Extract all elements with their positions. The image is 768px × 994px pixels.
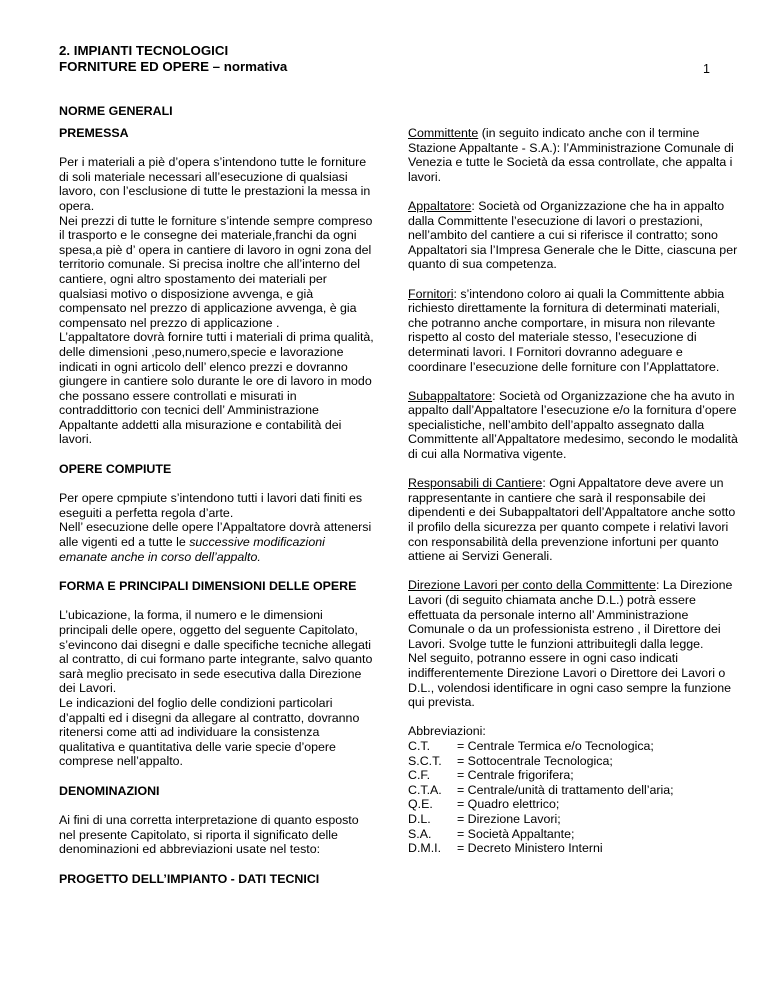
heading-opere-compiute: OPERE COMPIUTE bbox=[59, 462, 172, 477]
def-fornitori bbox=[408, 287, 738, 375]
abbreviation-key: C.F. bbox=[408, 768, 431, 783]
abbreviation-key: Q.E. bbox=[408, 797, 433, 812]
abbreviation-value: = Sottocentrale Tecnologica; bbox=[457, 753, 613, 768]
def-committente-text: (in seguito indicato anche con il termine Stazione Appaltante - S.A.): l’Amministrazione Comunale di Venezia e tutte le Società da essa controllate, che appalta i lavori. bbox=[408, 126, 734, 184]
def-appaltatore-text: : Società od Organizzazione che ha in appalto dalla Committente l’esecuzione di lavori o prestazioni, nell’ambito del cantiere a cui si riferisce il contratto; sono Appaltatori sia l’Impresa Generale che le Ditte, ciascuna per quanto di sua competenza. bbox=[408, 198, 738, 272]
heading-premessa: PREMESSA bbox=[59, 126, 129, 140]
def-appaltatore bbox=[408, 199, 738, 272]
def-fornitori-text: : s’intendono coloro ai quali la Committente abbia richiesto direttamente la fornitura di determinati materiali, che potranno anche comportare, in misura non rilevante rispetto al costo del materiale stesso, l’esecuzione di determinati lavori. I Fornitori dovranno adeguare e coordinare l’esecuzione delle forniture con l’Applattatore. bbox=[408, 286, 725, 374]
premessa-paragraph-1: Per i materiali a piè d’opera s’intendono tutte le forniture di soli materiale necessari all’esecuzione di qualsiasi lavoro, con l’esclusione di tutte le prestazioni la messa in opera. bbox=[59, 155, 371, 213]
def-direzione-text: : La Direzione Lavori (di seguito chiamata anche D.L.) potrà essere effettuata da personale interno all’ Amministrazione Comunale o da un professionista estreno , il Direttore dei Lavori. Svolge tutte le funzioni attribuitegli dalla legge. bbox=[408, 578, 733, 651]
right-column bbox=[408, 126, 738, 856]
opere-compiute-text: Nell’ esecuzione delle opere l’Appaltatore dovrà attenersi alle vigenti ed a tutte le bbox=[59, 520, 372, 550]
def-subappaltatore-text: : Società od Organizzazione che ha avuto in appalto dall’Appaltatore l’esecuzione e/o la fornitura d’opere specialistiche, nell’ambito dell’appalto assegnato dalla Committente all’Appaltatore medesimo, secondo le modalità di cui alla Normativa vigente. bbox=[408, 388, 738, 462]
term-subappaltatore: Subappaltatore bbox=[408, 388, 493, 403]
abbreviations-list bbox=[408, 739, 674, 856]
abbreviation-value: = Società Appaltante; bbox=[457, 826, 575, 841]
abbreviation-row bbox=[408, 739, 674, 754]
term-direzione: Direzione Lavori per conto della Committente bbox=[408, 578, 656, 593]
abbreviation-row bbox=[408, 827, 674, 842]
abbreviazioni-heading: Abbreviazioni: bbox=[408, 724, 486, 739]
term-appaltatore: Appaltatore bbox=[408, 198, 472, 213]
heading-progetto: PROGETTO DELL’IMPIANTO - DATI TECNICI bbox=[59, 871, 320, 886]
abbreviation-value: = Centrale frigorifera; bbox=[457, 768, 574, 783]
def-subappaltatore bbox=[408, 389, 738, 462]
term-committente: Committente bbox=[408, 126, 479, 140]
abbreviation-value: = Decreto Ministero Interni bbox=[457, 841, 603, 856]
opere-compiute-italic-text: successive modificazioni emanate anche in corso dell’appalto. bbox=[59, 535, 325, 564]
abbreviation-row bbox=[408, 768, 674, 783]
abbreviation-row bbox=[408, 783, 674, 798]
abbreviation-key: D.M.I. bbox=[408, 841, 442, 856]
abbreviation-row bbox=[408, 754, 674, 769]
abbreviation-key: C.T.A. bbox=[408, 782, 442, 797]
opere-compiute-paragraph-1: Per opere cpmpiute s’intendono tutti i lavori dati finiti es eseguiti a perfetta regola d’arte. bbox=[59, 491, 363, 520]
heading-forma: FORMA E PRINCIPALI DIMENSIONI DELLE OPERE bbox=[59, 579, 357, 594]
def-responsabili-text: : Ogni Appaltatore deve avere un rappresentante in cantiere che sarà il responsabile dei dipendenti e dei Subappaltatori dell’Appaltatore anche sotto il profilo della sicurezza per quanto compete i relativi lavori con responsabilità della prevenzione infortuni per quanto attiene ai Servizi Generali. bbox=[408, 476, 736, 564]
abbreviation-value: = Quadro elettrico; bbox=[457, 797, 560, 812]
document-title bbox=[59, 43, 287, 75]
forma-paragraph-2: Le indicazioni del foglio delle condizioni particolari d’appalti ed i disegni da allegare al contratto, dovranno ritenersi come atti ad individuare la consistenza qualitativa e quantitativa delle varie specie d’opere comprese nell’appalto. bbox=[59, 695, 360, 769]
denominazioni-paragraph: Ai fini di una corretta interpretazione di quanto esposto nel presente Capitolato, si riporta il significato delle denominazioni ed abbreviazioni usate nel testo: bbox=[59, 813, 359, 857]
def-responsabili bbox=[408, 476, 738, 564]
abbreviation-key: D.L. bbox=[408, 811, 431, 826]
term-fornitori: Fornitori bbox=[408, 286, 454, 301]
opere-compiute-paragraph-2 bbox=[59, 520, 375, 564]
abbreviation-key: C.T. bbox=[408, 738, 431, 753]
abbreviation-row bbox=[408, 812, 674, 827]
section-title: NORME GENERALI bbox=[59, 104, 173, 118]
abbreviation-key: S.C.T. bbox=[408, 753, 442, 768]
left-column bbox=[59, 126, 375, 887]
title-line-1: 2. IMPIANTI TECNOLOGICI bbox=[59, 43, 229, 58]
abbreviation-key: S.A. bbox=[408, 826, 432, 841]
abbreviation-value: = Direzione Lavori; bbox=[457, 811, 561, 826]
forma-paragraph-1: L’ubicazione, la forma, il numero e le dimensioni principali delle opere, oggetto del seguente Capitolato, s’evincono dai disegni e dalle specifiche tecniche allegati al contratto, di cui formano parte integrante, salvo quanto sarà meglio precisato in sede esecutiva dalla Direzione dei Lavori. bbox=[59, 608, 373, 696]
title-line-2: FORNITURE ED OPERE – normativa bbox=[59, 59, 288, 74]
page-number: 1 bbox=[703, 62, 710, 76]
def-direzione-text-2: Nel seguito, potranno essere in ogni caso indicati indifferentemente Direzione Lavori o Direttore dei Lavori o D.L., volendosi identificare in ogni caso sempre la funzione qui prevista. bbox=[408, 651, 732, 710]
heading-denominazioni: DENOMINAZIONI bbox=[59, 783, 160, 798]
abbreviation-value: = Centrale Termica e/o Tecnologica; bbox=[457, 738, 654, 753]
abbreviation-row bbox=[408, 841, 674, 856]
abbreviation-row bbox=[408, 797, 674, 812]
def-committente bbox=[408, 126, 738, 184]
premessa-paragraph-2: Nei prezzi di tutte le forniture s’intende sempre compreso il trasporto e le consegne dei materiale,franchi da ogni spesa,a piè d’ opera in cantiere di lavoro in ogni zona del territorio comunale. Si precisa inoltre che all’interno del cantiere, ogni altro spostamento dei materiali per qualsiasi motivo o disposizione avvenga, e già compensato nel prezzo di applicazione avvenga, è gia compensato nel prezzo di applicazione . bbox=[59, 213, 373, 330]
abbreviation-value: = Centrale/unità di trattamento dell’aria; bbox=[457, 782, 674, 797]
premessa-paragraph-3: L’appaltatore dovrà fornire tutti i materiali di prima qualità, delle dimensioni ,peso,numero,specie e lavorazione indicati in ogni articolo dell’ elenco prezzi e dovranno giungere in cantiere solo durante le ore di lavoro in modo che possano essere controllati e misurati in contraddittorio con tecnici dell’ Amministrazione Appaltante addetti alla misurazione e contabilità dei lavori. bbox=[59, 330, 374, 447]
def-direzione bbox=[408, 578, 738, 651]
term-responsabili: Responsabili di Cantiere bbox=[408, 476, 543, 491]
